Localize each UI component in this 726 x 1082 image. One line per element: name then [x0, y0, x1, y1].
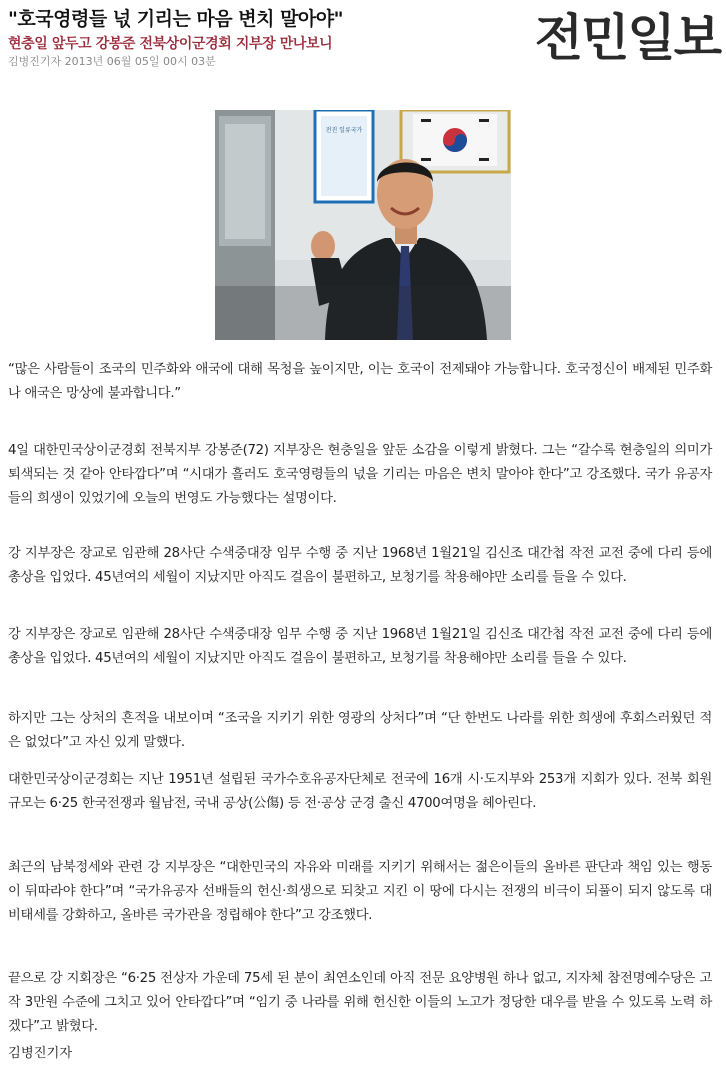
article-headline: "호국영령들 넋 기리는 마음 변치 말아야" [8, 8, 344, 30]
paragraph-security: 최근의 남북정세와 관련 강 지부장은 “대한민국의 자유와 미래를 지키기 위해서는 젊은이들의 올바른 판단과 책임 있는 행동이 뒤따라야 한다”며 “국가유공자 선배들의 헌신·희생으로 되찾고 지킨 이 땅에 다시는 전쟁의 비극이 되풀이 되지 않도록 대비태세를 강화하고, 올바른 국가관을 정립해야 한다”고 강조했다. [8, 860, 712, 923]
paragraph-closing: 끝으로 강 지회장은 “6·25 전상자 가운데 75세 된 분이 최연소인데 아직 전문 요양병원 하나 없고, 지자체 참전명예수당은 고작 3만원 수준에 그치고 있어 안타깝다”며 “임기 중 나라를 위해 헌신한 이들의 노고가 정당한 대우를 받을 수 있도록 노력 하겠다”고 밝혔다. [8, 971, 712, 1034]
photo-sign-text: 전진 일류국가 [325, 127, 363, 134]
paragraph-injury-repeat: 강 지부장은 장교로 임관해 28사단 수색중대장 임무 수행 중 지난 1968년 1월21일 김신조 대간첩 작전 교전 중에 다리 등에 총상을 입었다. 45년여의 세월이 지났지만 아직도 걸음이 불편하고, 보청기를 착용해야만 소리를 들을 수 있다. [8, 627, 712, 666]
paragraph-no-regret: 하지만 그는 상처의 흔적을 내보이며 “조국을 지키기 위한 영광의 상처다”며 “단 한번도 나라를 위한 희생에 후회스러웠던 적은 없었다”고 자신 있게 말했다. [8, 711, 712, 750]
paragraph-association: 대한민국상이군경회는 지난 1951년 설립된 국가수호유공자단체로 전국에 16개 시·도지부와 253개 지회가 있다. 전북 회원 규모는 6·25 한국전쟁과 월남전, 국내 공상(公傷) 등 전·공상 군경 출신 4700여명을 헤아린다. [8, 772, 712, 811]
paragraph-injury: 강 지부장은 장교로 임관해 28사단 수색중대장 임무 수행 중 지난 1968년 1월21일 김신조 대간첩 작전 교전 중에 다리 등에 총상을 입었다. 45년여의 세월이 지났지만 아직도 걸음이 불편하고, 보청기를 착용해야만 소리를 들을 수 있다. [8, 546, 712, 585]
paragraph-intro: 4일 대한민국상이군경회 전북지부 강봉준(72) 지부장은 현충일을 앞둔 소감을 이렇게 밝혔다. 그는 “갈수록 현충일의 의미가 퇴색되는 것 같아 안타깝다”며 “시대가 흘러도 호국영령들의 넋을 기리는 마음은 변치 말아야 한다”고 강조했다. 국가 유공자들의 희생이 있었기에 오늘의 번영도 가능했다는 설명이다. [8, 443, 712, 506]
article-byline: 김병진기자 2013년 06월 05일 00시 03분 [8, 55, 216, 68]
publication-masthead: 전민일보 [534, 9, 720, 67]
article-signoff: 김병진기자 [8, 1046, 73, 1061]
article-photo [215, 110, 511, 340]
article-subheadline: 현충일 앞두고 강봉준 전북상이군경회 지부장 만나보니 [8, 36, 333, 52]
paragraph-quote: “많은 사람들이 조국의 민주화와 애국에 대해 목청을 높이지만, 이는 호국이 전제돼야 가능합니다. 호국정신이 배제된 민주화나 애국은 망상에 불과합니다.” [8, 362, 712, 401]
